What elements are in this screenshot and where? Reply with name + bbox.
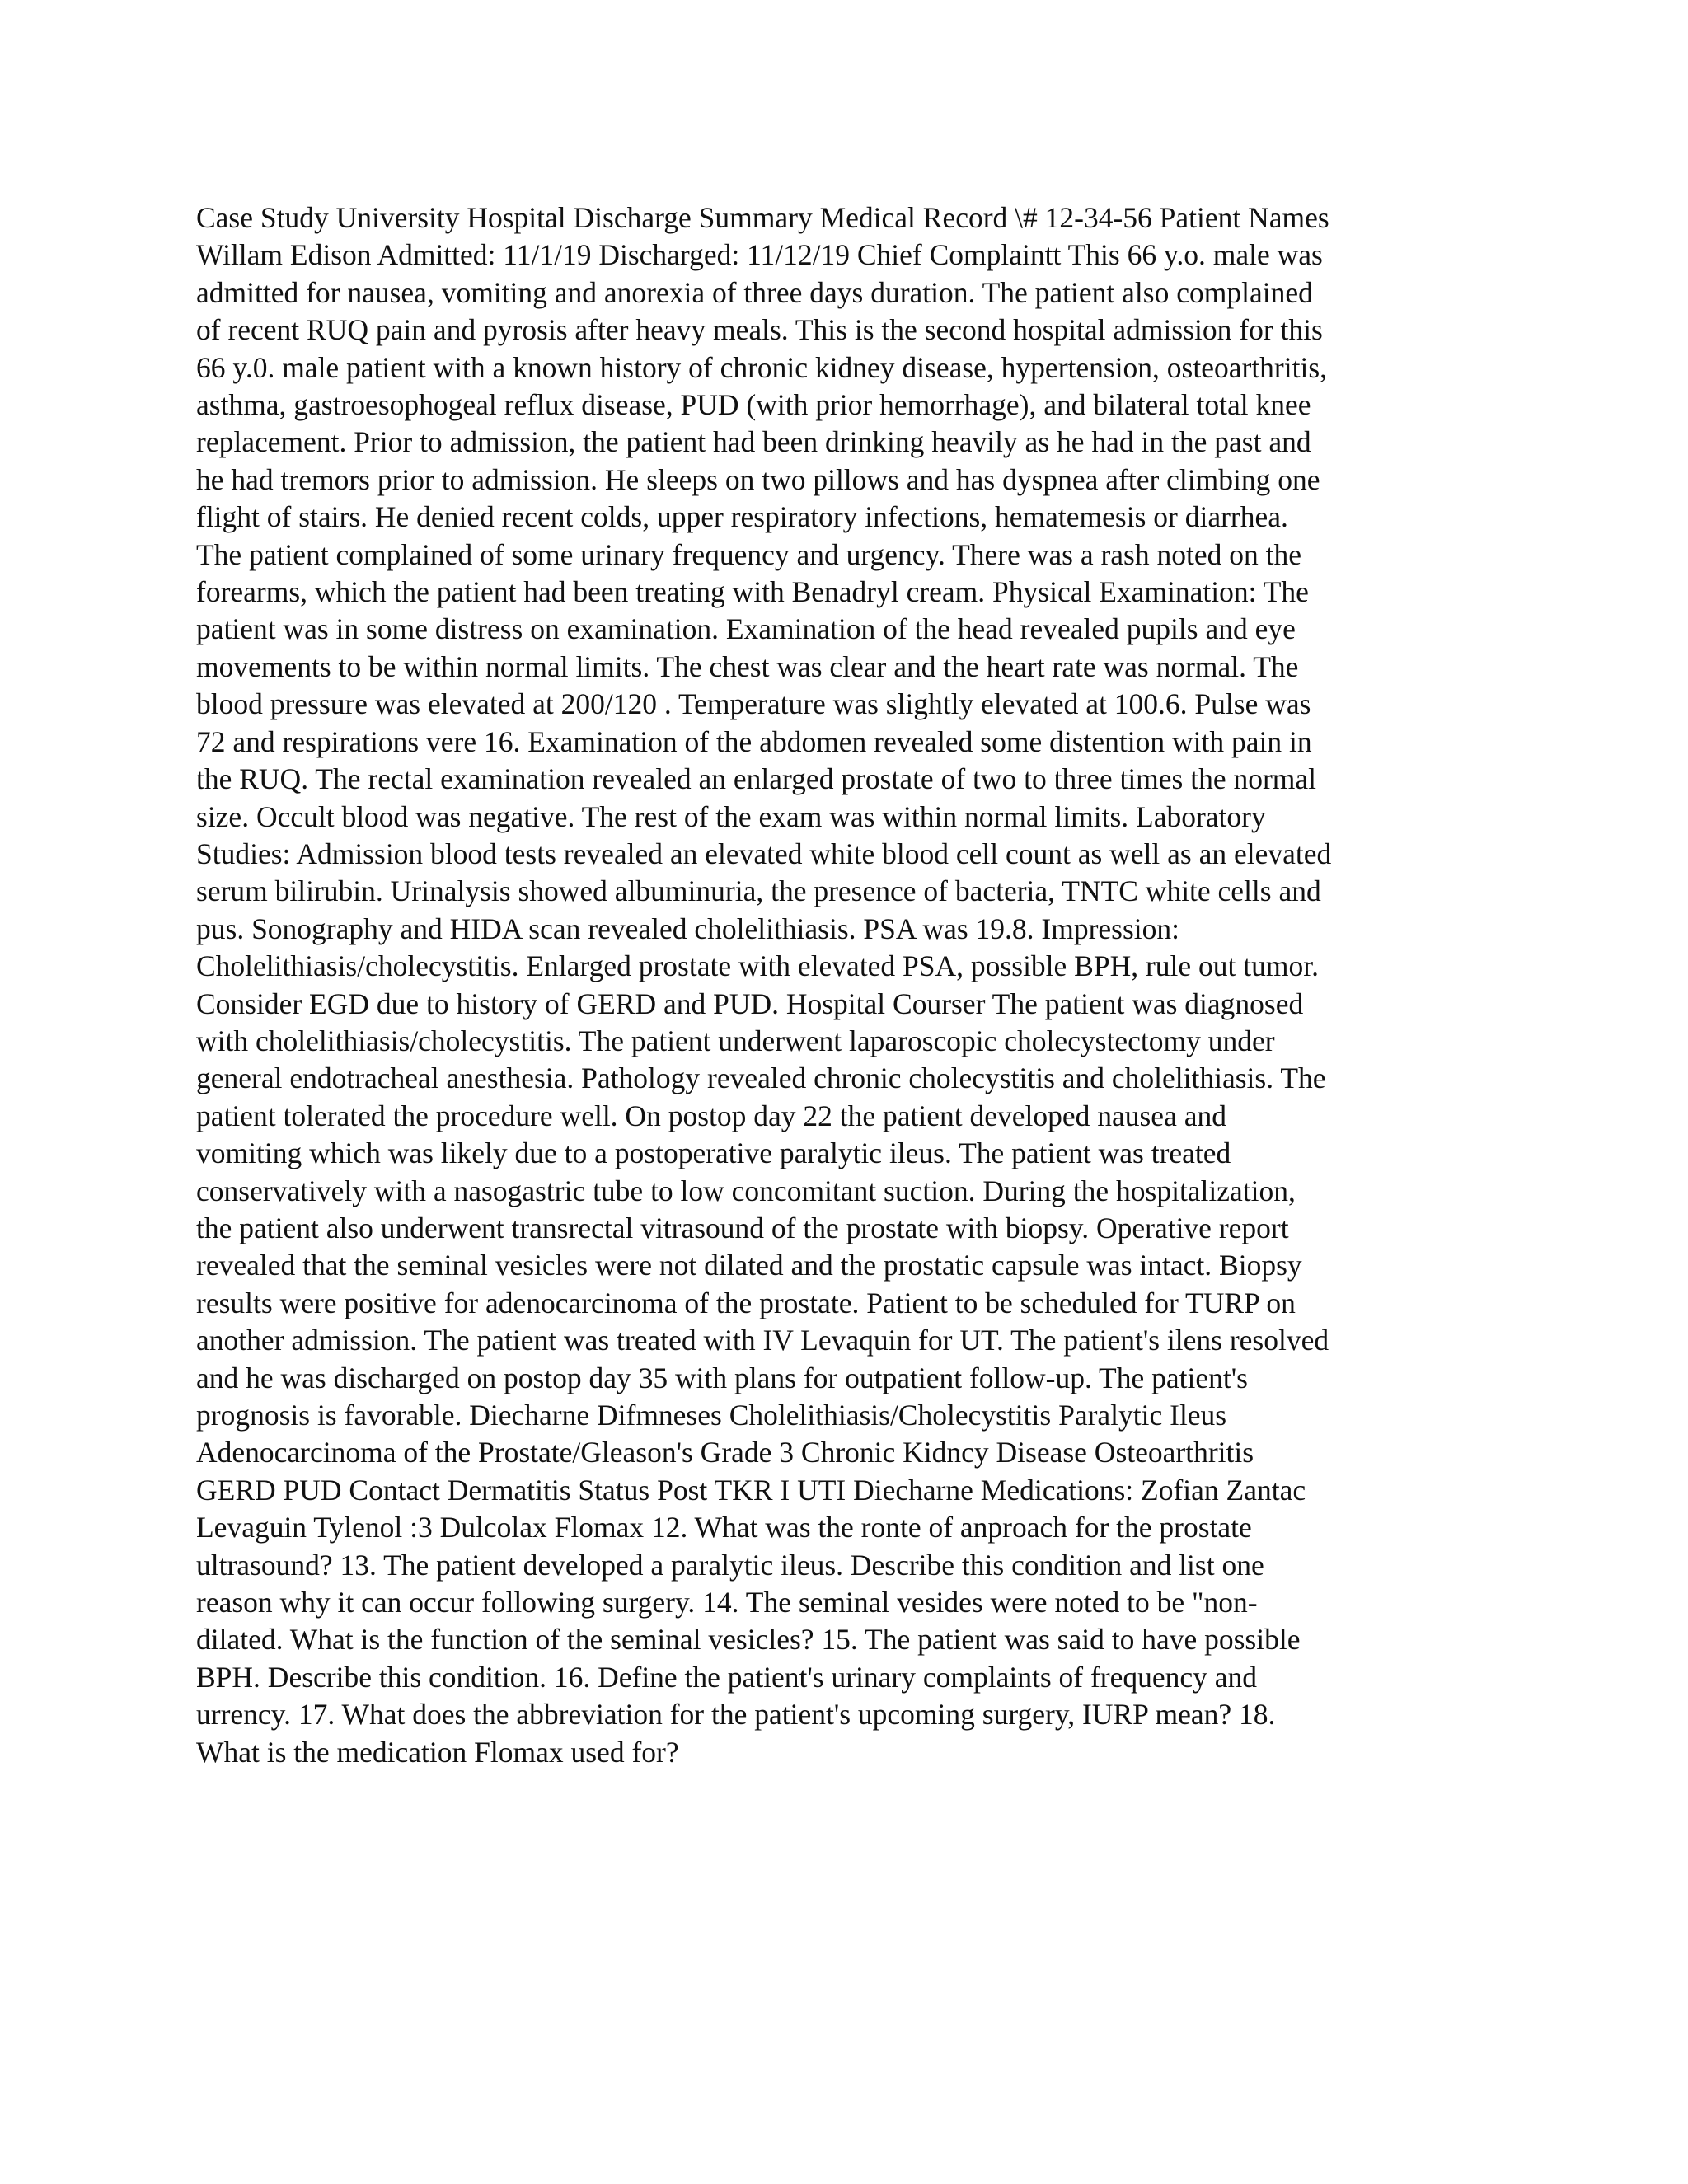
text-line: Cholelithiasis/cholecystitis. Enlarged prostate with elevated PSA, possible BPH, rule out tumor. [196, 949, 1320, 983]
text-line: Willam Edison Admitted: 11/1/19 Discharged: 11/12/19 Chief Complaintt This 66 y.o. male was [196, 238, 1323, 272]
text-line: serum bilirubin. Urinalysis showed albuminuria, the presence of bacteria, TNTC white cells and [196, 874, 1321, 908]
text-line: patient tolerated the procedure well. On postop day 22 the patient developed nausea and [196, 1099, 1226, 1132]
text-line: the RUQ. The rectal examination revealed an enlarged prostate of two to three times the normal [196, 762, 1317, 796]
text-line: and he was discharged on postop day 35 with plans for outpatient follow-up. The patient's [196, 1361, 1248, 1394]
text-line: movements to be within normal limits. The chest was clear and the heart rate was normal. The [196, 649, 1299, 683]
text-line: Levaguin Tylenol :3 Dulcolax Flomax 12. What was the ronte of anproach for the prostate [196, 1511, 1252, 1544]
text-line: size. Occult blood was negative. The rest of the exam was within normal limits. Laboratory [196, 799, 1266, 833]
text-line: Consider EGD due to history of GERD and PUD. Hospital Courser The patient was diagnosed [196, 987, 1304, 1020]
text-line: blood pressure was elevated at 200/120 . Temperature was slightly elevated at 100.6. Pulse was [196, 687, 1311, 721]
text-line: patient was in some distress on examination. Examination of the head revealed pupils and eye [196, 612, 1296, 646]
text-line: reason why it can occur following surgery. 14. The seminal vesides were noted to be "non- [196, 1586, 1258, 1619]
text-line: revealed that the seminal vesicles were not dilated and the prostatic capsule was intact. Biopsy [196, 1249, 1302, 1282]
discharge-summary-text [196, 199, 1482, 1771]
text-line: dilated. What is the function of the seminal vesicles? 15. The patient was said to have possible [196, 1623, 1301, 1657]
text-line: asthma, gastroesophogeal reflux disease, PUD (with prior hemorrhage), and bilateral total knee [196, 388, 1311, 422]
text-line: with cholelithiasis/cholecystitis. The patient underwent laparoscopic cholecystectomy under [196, 1024, 1275, 1057]
text-line: he had tremors prior to admission. He sleeps on two pillows and has dyspnea after climbing one [196, 462, 1320, 496]
text-line: results were positive for adenocarcinoma of the prostate. Patient to be scheduled for TURP on [196, 1286, 1296, 1319]
text-line: another admission. The patient was treated with IV Levaquin for UT. The patient's ilens resolved [196, 1324, 1329, 1357]
text-line: pus. Sonography and HIDA scan revealed cholelithiasis. PSA was 19.8. Impression: [196, 912, 1180, 945]
text-line: BPH. Describe this condition. 16. Define the patient's urinary complaints of frequency and [196, 1660, 1258, 1694]
text-line: GERD PUD Contact Dermatitis Status Post TKR I UTI Diecharne Medications: Zofian Zantac [196, 1473, 1306, 1507]
text-line: 72 and respirations vere 16. Examination of the abdomen revealed some distention with pain in [196, 724, 1312, 758]
text-line: 66 y.0. male patient with a known history of chronic kidney disease, hypertension, osteoarthritis, [196, 350, 1328, 384]
text-line: urrency. 17. What does the abbreviation for the patient's upcoming surgery, IURP mean? 18. [196, 1698, 1276, 1732]
text-line: forearms, which the patient had been treating with Benadryl cream. Physical Examination: The [196, 575, 1309, 609]
text-line: The patient complained of some urinary frequency and urgency. There was a rash noted on the [196, 537, 1301, 571]
text-line: general endotracheal anesthesia. Pathology revealed chronic cholecystitis and cholelithiasis. The [196, 1062, 1326, 1095]
text-line: vomiting which was likely due to a postoperative paralytic ileus. The patient was treated [196, 1137, 1231, 1170]
text-line: ultrasound? 13. The patient developed a paralytic ileus. Describe this condition and list one [196, 1548, 1264, 1582]
text-line: Adenocarcinoma of the Prostate/Gleason's Grade 3 Chronic Kidncy Disease Osteoarthritis [196, 1436, 1254, 1469]
text-line: admitted for nausea, vomiting and anorexia of three days duration. The patient also complained [196, 275, 1313, 309]
text-line: What is the medication Flomax used for? [196, 1735, 679, 1769]
text-line: conservatively with a nasogastric tube to low concomitant suction. During the hospitalization, [196, 1174, 1296, 1207]
text-line: Studies: Admission blood tests revealed an elevated white blood cell count as well as an elevated [196, 837, 1332, 870]
text-line: prognosis is favorable. Diecharne Difmneses Cholelithiasis/Cholecystitis Paralytic Ileus [196, 1399, 1227, 1432]
text-line: of recent RUQ pain and pyrosis after heavy meals. This is the second hospital admission for this [196, 313, 1323, 347]
text-line: flight of stairs. He denied recent colds, upper respiratory infections, hematemesis or diarrhea. [196, 500, 1288, 534]
text-line: the patient also underwent transrectal vitrasound of the prostate with biopsy. Operative report [196, 1211, 1289, 1244]
text-line: replacement. Prior to admission, the patient had been drinking heavily as he had in the past and [196, 425, 1311, 459]
text-line: Case Study University Hospital Discharge Summary Medical Record \# 12-34-56 Patient Names [196, 201, 1329, 234]
